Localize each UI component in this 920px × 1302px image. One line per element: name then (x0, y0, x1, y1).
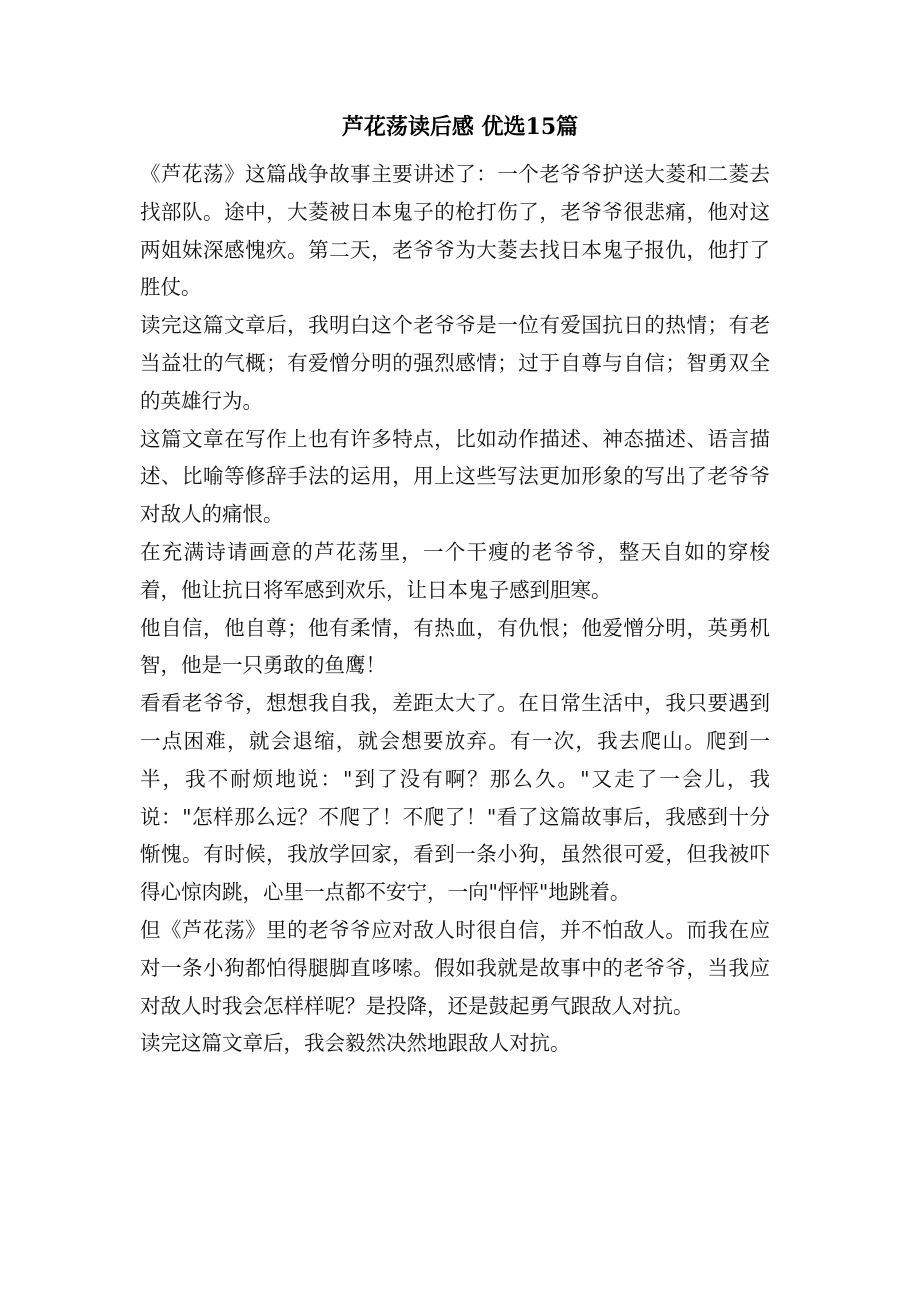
document-body (140, 156, 770, 1063)
paragraph-3: 这篇文章在写作上也有许多特点，比如动作描述、神态描述、语言描述、比喻等修辞手法的运用，用上这些写法更加形象的写出了老爷爷对敌人的痛恨。 (140, 426, 770, 527)
paragraph-2: 读完这篇文章后，我明白这个老爷爷是一位有爱国抗日的热情；有老当益壮的气概；有爱憎分明的强烈感情；过于自尊与自信；智勇双全的英雄行为。 (140, 313, 770, 413)
paragraph-6: 看看老爷爷，想想我自我，差距太大了。在日常生活中，我只要遇到一点困难，就会退缩，就会想要放弃。有一次，我去爬山。爬到一半，我不耐烦地说："到了没有啊？那么久。"又走了一会儿，我说："怎样那么远？不爬了！不爬了！"看了这篇故事后，我感到十分惭愧。有时候，我放学回家，看到一条小狗，虽然很可爱，但我被吓得心惊肉跳，心里一点都不安宁，一向"怦怦"地跳着。 (140, 691, 770, 905)
paragraph-5: 他自信，他自尊；他有柔情，有热血，有仇恨；他爱憎分明，英勇机智，他是一只勇敢的鱼鹰！ (140, 615, 770, 678)
paragraph-4: 在充满诗请画意的芦花荡里，一个干瘦的老爷爷，整天自如的穿梭着，他让抗日将军感到欢乐，让日本鬼子感到胆寒。 (140, 539, 770, 602)
paragraph-7: 但《芦花荡》里的老爷爷应对敌人时很自信，并不怕敌人。而我在应对一条小狗都怕得腿脚直哆嗦。假如我就是故事中的老爷爷，当我应对敌人时我会怎样样呢？是投降，还是鼓起勇气跟敌人对抗。 (140, 917, 770, 1018)
document-title: 芦花荡读后感 优选15篇 (341, 114, 579, 140)
paragraph-8: 读完这篇文章后，我会毅然决然地跟敌人对抗。 (140, 1031, 571, 1056)
paragraph-1: 《芦花荡》这篇战争故事主要讲述了：一个老爷爷护送大菱和二菱去找部队。途中，大菱被日本鬼子的枪打伤了，老爷爷很悲痛，他对这两姐妹深感愧疚。第二天，老爷爷为大菱去找日本鬼子报仇，他打了胜仗。 (140, 162, 770, 300)
